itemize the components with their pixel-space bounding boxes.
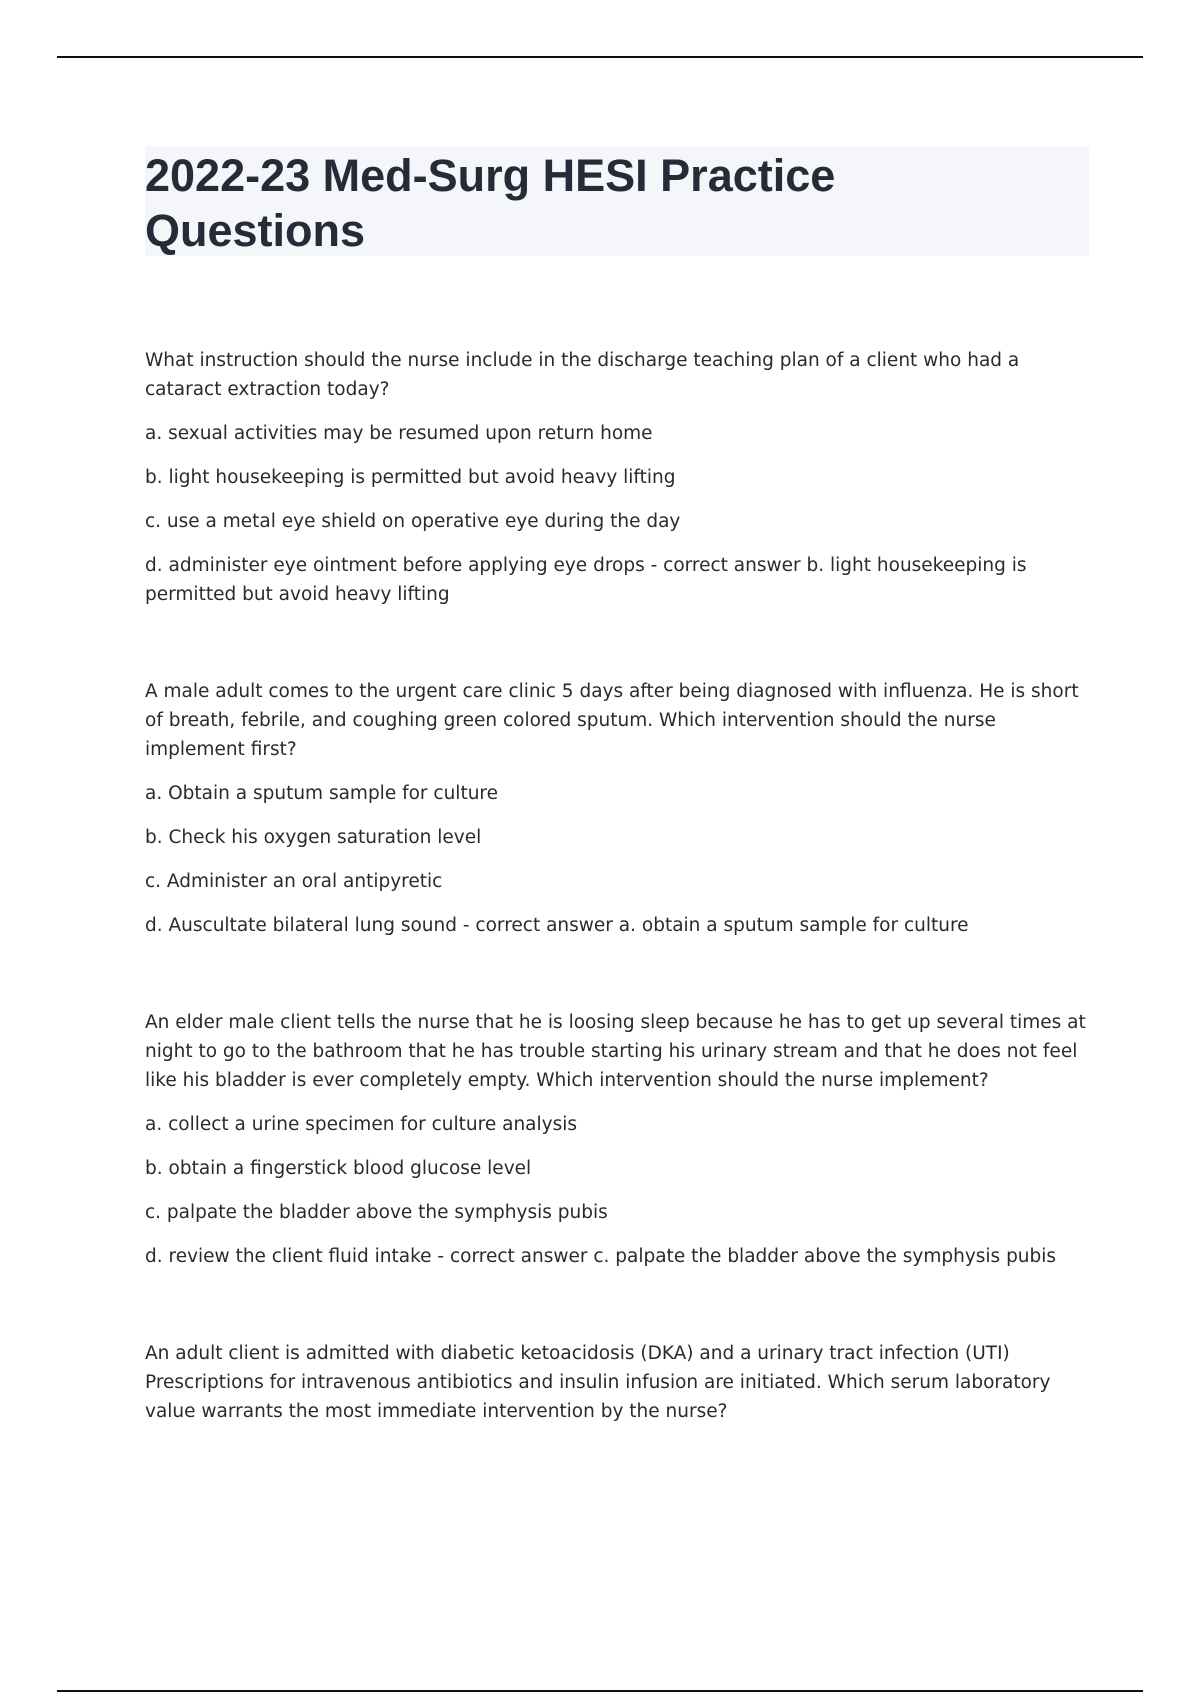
question-1-option-d: d. administer eye ointment before applying eye drops - correct answer b. light housekeeping is permitted but avoid heavy lifting	[145, 555, 1027, 605]
question-4-text: An adult client is admitted with diabetic ketoacidosis (DKA) and a urinary tract infection (UTI) Prescriptions for intravenous antibiotics and insulin infusion are initiated. Which serum laboratory value warrants the most immediate intervention by the nurse?	[145, 1343, 1051, 1422]
question-3-option-d: d. review the client fluid intake - correct answer c. palpate the bladder above the symphysis pubis	[145, 1246, 1057, 1267]
question-2	[145, 677, 1095, 940]
top-rule	[57, 56, 1143, 58]
question-3-option-a: a. collect a urine specimen for culture analysis	[145, 1114, 578, 1135]
question-1-option-a: a. sexual activities may be resumed upon return home	[145, 423, 653, 444]
question-4	[145, 1339, 1095, 1426]
question-1-text: What instruction should the nurse include in the discharge teaching plan of a client who had a cataract extraction today?	[145, 350, 1020, 400]
question-1-option-b: b. light housekeeping is permitted but avoid heavy lifting	[145, 467, 676, 488]
question-3-option-c: c. palpate the bladder above the symphysis pubis	[145, 1202, 608, 1223]
question-3-text: An elder male client tells the nurse that he is loosing sleep because he has to get up several times at night to go to the bathroom that he has trouble starting his urinary stream and that he does not feel like his bladder is ever completely empty. Which intervention should the nurse implement?	[145, 1012, 1086, 1091]
question-2-option-c: c. Administer an oral antipyretic	[145, 871, 443, 892]
question-3-option-b: b. obtain a fingerstick blood glucose level	[145, 1158, 532, 1179]
page-title: 2022-23 Med-Surg HESI Practice Questions	[145, 150, 836, 256]
bottom-rule	[57, 1690, 1143, 1692]
question-1-option-c: c. use a metal eye shield on operative eye during the day	[145, 511, 681, 532]
question-2-option-a: a. Obtain a sputum sample for culture	[145, 783, 498, 804]
question-3	[145, 1008, 1095, 1271]
question-2-option-b: b. Check his oxygen saturation level	[145, 827, 482, 848]
title-banner	[145, 146, 1089, 256]
question-2-option-d: d. Auscultate bilateral lung sound - correct answer a. obtain a sputum sample for culture	[145, 915, 969, 936]
question-1	[145, 346, 1095, 609]
question-2-text: A male adult comes to the urgent care clinic 5 days after being diagnosed with influenza. He is short of breath, febrile, and coughing green colored sputum. Which intervention should the nurse implement first?	[145, 681, 1079, 760]
